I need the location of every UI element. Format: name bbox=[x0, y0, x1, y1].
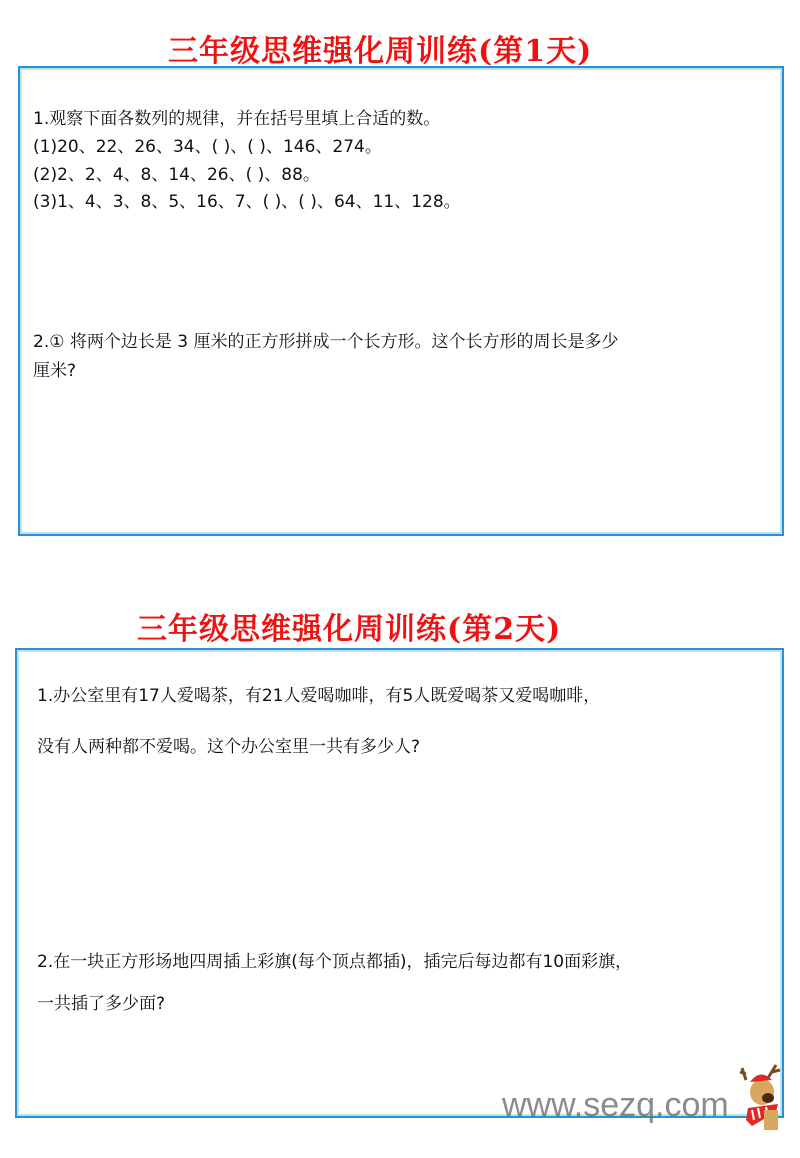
q1-prompt: 1.观察下面各数列的规律，并在括号里填上合适的数。 bbox=[33, 109, 441, 129]
day2-title: 三年级思维强化周训练(第2天) bbox=[137, 612, 562, 647]
q1-seq2: (2)2、2、4、8、14、26、( )、88。 bbox=[33, 165, 320, 185]
d2-q1-line2: 没有人两种都不爱喝。这个办公室里一共有多少人? bbox=[37, 737, 421, 757]
day2-box bbox=[15, 648, 784, 1118]
q2-line2: 厘米? bbox=[33, 361, 77, 381]
day1-title: 三年级思维强化周训练(第1天) bbox=[168, 34, 593, 69]
d2-q2-line1: 2.在一块正方形场地四周插上彩旗(每个顶点都插)，插完后每边都有10面彩旗， bbox=[37, 952, 633, 972]
q1-seq3: (3)1、4、3、8、5、16、7、( )、( )、64、11、128。 bbox=[33, 192, 461, 212]
watermark: www.sezq.com bbox=[502, 1086, 729, 1124]
reindeer-icon bbox=[738, 1060, 788, 1135]
q1-seq1: (1)20、22、26、34、( )、( )、146、274。 bbox=[33, 137, 382, 157]
d2-q2-line2: 一共插了多少面? bbox=[37, 994, 166, 1014]
q2-line1: 2.① 将两个边长是 3 厘米的正方形拼成一个长方形。这个长方形的周长是多少 bbox=[33, 332, 619, 352]
d2-q1-line1: 1.办公室里有17人爱喝茶，有21人爱喝咖啡，有5人既爱喝茶又爱喝咖啡， bbox=[37, 686, 601, 706]
